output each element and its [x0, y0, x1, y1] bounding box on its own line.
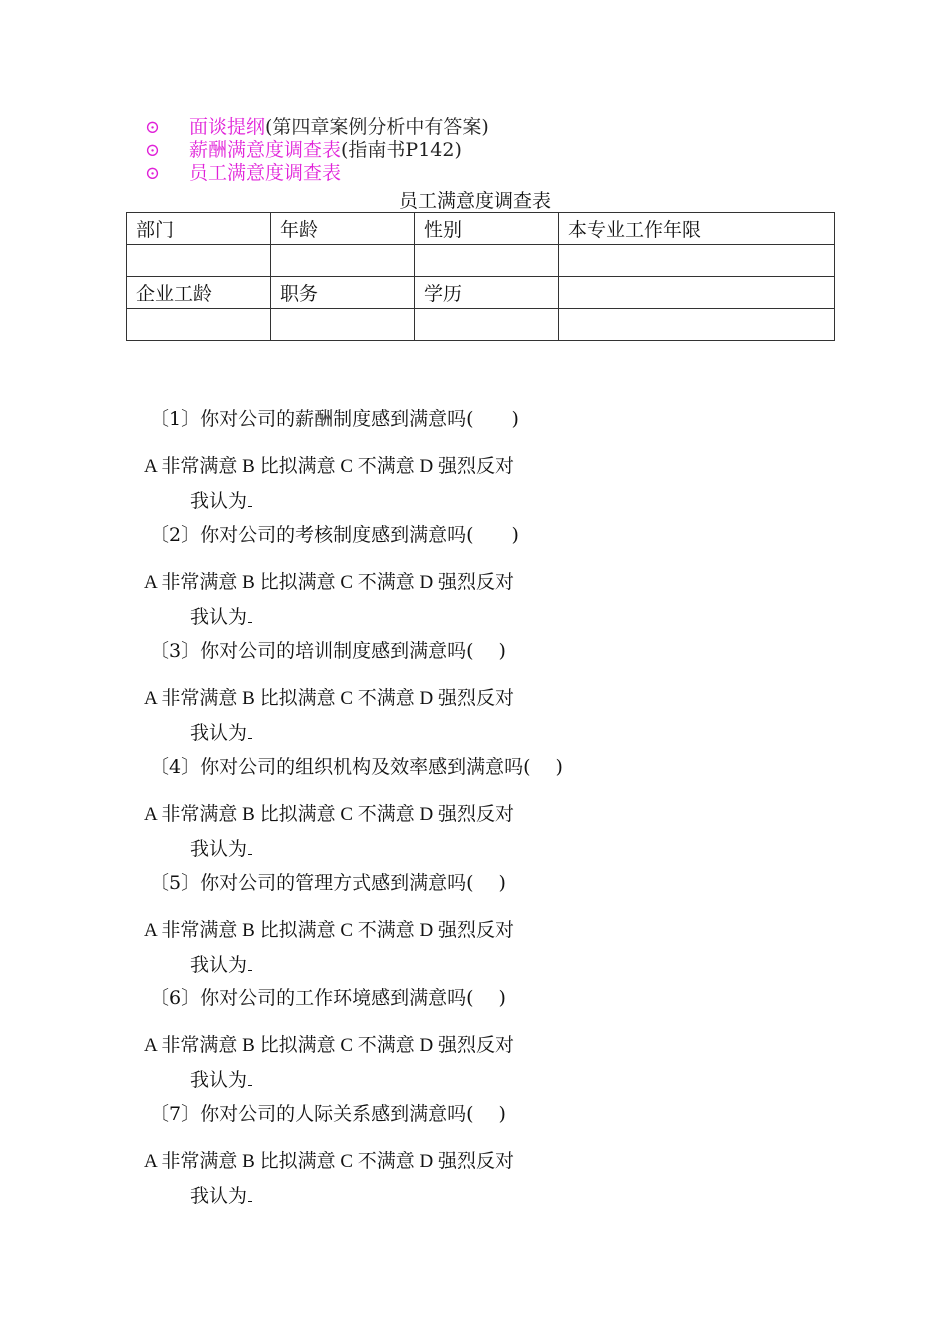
answer-options: A 非常满意 B 比拟满意 C 不满意 D 强烈反对 — [144, 1151, 514, 1172]
bullet-highlight: 薪酬满意度调查表 — [189, 139, 342, 161]
answer-options: A 非常满意 B 比拟满意 C 不满意 D 强烈反对 — [144, 456, 514, 477]
opinion-field[interactable]: 我认为 — [190, 718, 252, 745]
bullet-item-employee-survey — [145, 162, 489, 185]
circle-dot-icon: ⊙ — [145, 140, 161, 161]
table-row — [127, 213, 835, 245]
answer-options: A 非常满意 B 比拟满意 C 不满意 D 强烈反对 — [144, 572, 514, 593]
answer-options: A 非常满意 B 比拟满意 C 不满意 D 强烈反对 — [144, 1035, 514, 1056]
table-cell: 学历 — [415, 277, 559, 309]
opinion-field[interactable]: 我认为 — [190, 486, 252, 513]
bullet-note: (指南书P142) — [341, 139, 462, 161]
table-cell-blank[interactable] — [415, 309, 559, 341]
answer-options: A 非常满意 B 比拟满意 C 不满意 D 强烈反对 — [144, 688, 514, 709]
bullet-list — [145, 116, 489, 185]
table-cell-blank[interactable] — [271, 309, 415, 341]
table-cell: 年龄 — [271, 213, 415, 245]
opinion-field[interactable]: 我认为 — [190, 834, 252, 861]
question-text: 〔7〕你对公司的人际关系感到满意吗( ) — [150, 1103, 506, 1125]
question-text: 〔2〕你对公司的考核制度感到满意吗( ) — [150, 524, 519, 546]
answer-options: A 非常满意 B 比拟满意 C 不满意 D 强烈反对 — [144, 804, 514, 825]
table-cell-blank[interactable] — [415, 245, 559, 277]
table-cell-blank[interactable] — [271, 245, 415, 277]
table-row — [127, 277, 835, 309]
question-text: 〔1〕你对公司的薪酬制度感到满意吗( ) — [150, 408, 519, 430]
table-row — [127, 309, 835, 341]
question-text: 〔3〕你对公司的培训制度感到满意吗( ) — [150, 640, 506, 662]
question-text: 〔5〕你对公司的管理方式感到满意吗( ) — [150, 872, 506, 894]
bullet-highlight: 员工满意度调查表 — [189, 162, 342, 184]
opinion-field[interactable]: 我认为 — [190, 1065, 252, 1092]
question-text: 〔4〕你对公司的组织机构及效率感到满意吗( ) — [150, 756, 563, 778]
table-row — [127, 245, 835, 277]
bullet-item-interview-outline — [145, 116, 489, 139]
table-cell: 部门 — [127, 213, 271, 245]
question-text: 〔6〕你对公司的工作环境感到满意吗( ) — [150, 987, 506, 1009]
bullet-highlight: 面谈提纲 — [189, 116, 266, 138]
table-cell-blank[interactable] — [559, 309, 835, 341]
table-title: 员工满意度调查表 — [398, 190, 551, 212]
table-cell-blank[interactable] — [559, 277, 835, 309]
table-cell: 职务 — [271, 277, 415, 309]
table-cell: 企业工龄 — [127, 277, 271, 309]
opinion-field[interactable]: 我认为 — [190, 602, 252, 629]
bullet-note: (第四章案例分析中有答案) — [265, 116, 489, 138]
circle-dot-icon: ⊙ — [145, 117, 161, 138]
circle-dot-icon: ⊙ — [145, 163, 161, 184]
table-cell-blank[interactable] — [127, 309, 271, 341]
opinion-field[interactable]: 我认为 — [190, 1181, 252, 1208]
bullet-item-salary-survey — [145, 139, 489, 162]
table-cell-blank[interactable] — [127, 245, 271, 277]
table-cell: 性别 — [415, 213, 559, 245]
answer-options: A 非常满意 B 比拟满意 C 不满意 D 强烈反对 — [144, 920, 514, 941]
table-cell: 本专业工作年限 — [559, 213, 835, 245]
employee-info-table — [126, 212, 835, 341]
table-cell-blank[interactable] — [559, 245, 835, 277]
opinion-field[interactable]: 我认为 — [190, 950, 252, 977]
